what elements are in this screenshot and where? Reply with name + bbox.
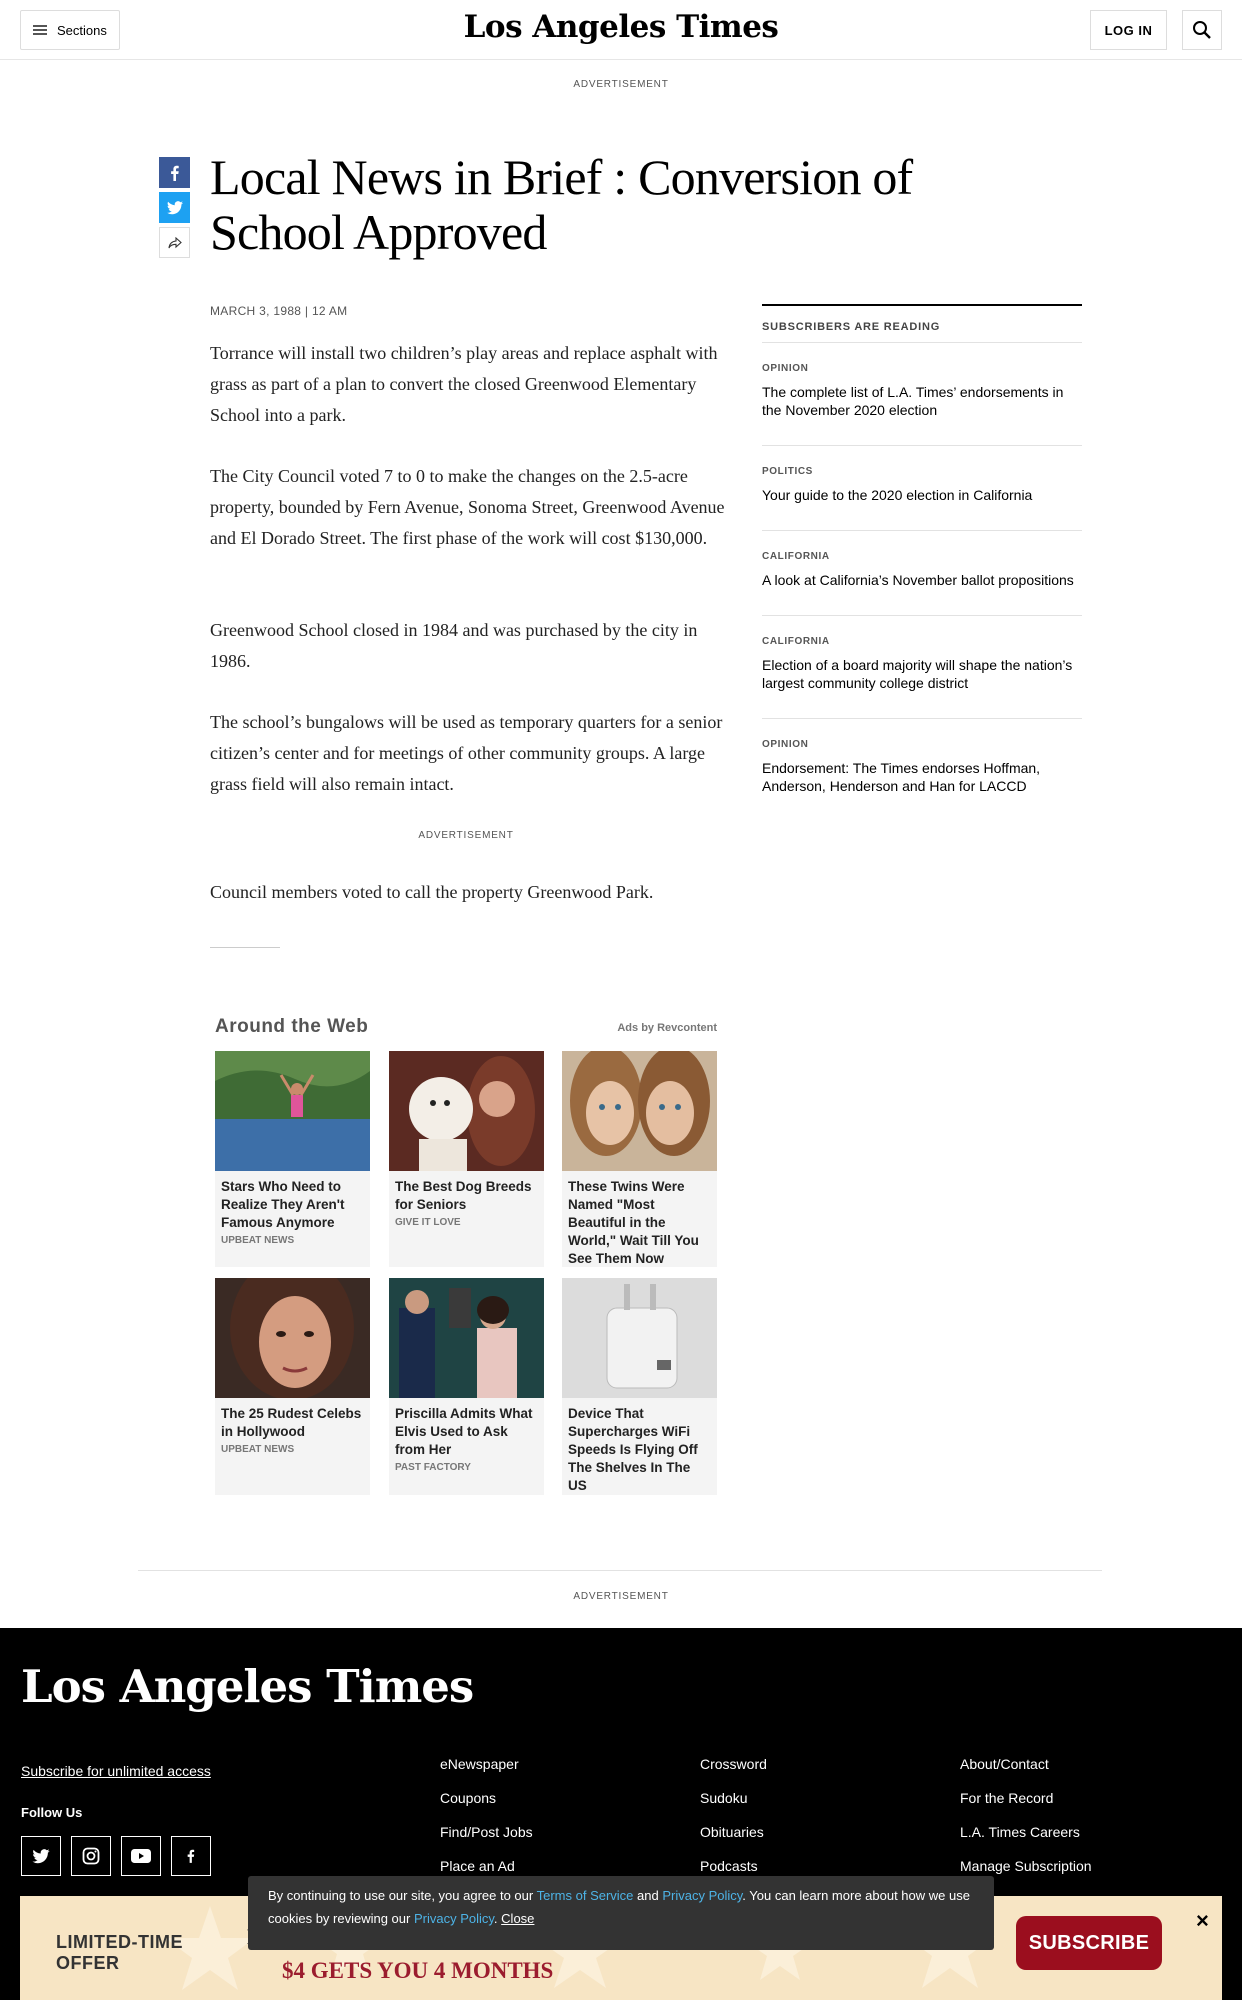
search-button[interactable] <box>1182 10 1222 50</box>
reading-item-section[interactable]: OPINION <box>762 739 809 750</box>
site-header <box>0 0 1242 60</box>
advertisement-label: ADVERTISEMENT <box>418 830 514 841</box>
reading-item[interactable] <box>762 343 1082 446</box>
card-title[interactable]: Stars Who Need to Realize They Aren't Famous Anymore <box>221 1179 345 1230</box>
section-divider <box>138 1570 1102 1571</box>
sponsored-card[interactable] <box>215 1278 370 1495</box>
cookie-consent-banner <box>248 1876 994 1950</box>
follow-us-label: Follow Us <box>21 1805 83 1820</box>
subscribe-link[interactable]: Subscribe for unlimited access <box>21 1763 211 1779</box>
reading-item-section[interactable]: CALIFORNIA <box>762 636 830 647</box>
card-image[interactable] <box>389 1278 544 1398</box>
footer-link[interactable]: Find/Post Jobs <box>440 1824 533 1840</box>
youtube-icon <box>131 1849 151 1863</box>
cookie-text: and <box>633 1888 663 1903</box>
sections-button[interactable] <box>20 10 120 50</box>
footer-link[interactable]: Podcasts <box>700 1858 758 1874</box>
reading-item[interactable] <box>762 531 1082 616</box>
article-end-divider <box>210 947 280 948</box>
card-image[interactable] <box>215 1278 370 1398</box>
facebook-social-button[interactable] <box>171 1836 211 1876</box>
facebook-share-button[interactable] <box>159 157 190 188</box>
article-paragraph: Torrance will install two children’s play areas and replace asphalt with grass as part of a plan to convert the closed Greenwood Elementary School into a park. <box>210 343 718 425</box>
card-image[interactable] <box>562 1051 717 1171</box>
cookie-text: . You can learn more about how we use cookies by reviewing our <box>268 1888 970 1926</box>
twitter-icon <box>167 201 183 215</box>
footer-link[interactable]: Obituaries <box>700 1824 764 1840</box>
card-image[interactable] <box>215 1051 370 1171</box>
card-title[interactable]: Device That Supercharges WiFi Speeds Is Flying Off The Shelves In The US <box>568 1406 698 1493</box>
cookie-text: . <box>493 1911 498 1926</box>
card-title[interactable]: These Twins Were Named "Most Beautiful in the World," Wait Till You See Them Now <box>568 1179 699 1266</box>
panel-title: SUBSCRIBERS ARE READING <box>762 306 1082 343</box>
card-title[interactable]: The Best Dog Breeds for Seniors <box>395 1179 532 1212</box>
share-arrow-icon <box>168 237 182 249</box>
reading-item[interactable] <box>762 616 1082 719</box>
reading-item-section[interactable]: CALIFORNIA <box>762 551 830 562</box>
instagram-icon <box>82 1847 100 1865</box>
footer-logo[interactable]: Los Angeles Times <box>21 1660 474 1713</box>
sponsored-card[interactable] <box>562 1278 717 1495</box>
card-image[interactable] <box>562 1278 717 1398</box>
search-icon <box>1192 20 1212 40</box>
offer-line-1: LIMITED-TIME <box>56 1932 183 1952</box>
subscribe-button[interactable]: SUBSCRIBE <box>1016 1916 1162 1970</box>
privacy-policy-link[interactable]: Privacy Policy <box>662 1888 743 1903</box>
sponsored-card[interactable] <box>215 1051 370 1267</box>
reading-item[interactable] <box>762 446 1082 531</box>
ads-by-revcontent[interactable]: Ads by Revcontent <box>617 1022 717 1034</box>
footer-link[interactable]: L.A. Times Careers <box>960 1824 1080 1840</box>
sponsored-card[interactable] <box>389 1051 544 1267</box>
instagram-social-button[interactable] <box>71 1836 111 1876</box>
reading-item[interactable] <box>762 719 1082 821</box>
close-icon[interactable]: × <box>1196 1908 1209 1933</box>
card-title[interactable]: Priscilla Admits What Elvis Used to Ask from Her <box>395 1406 533 1457</box>
article-paragraph: The City Council voted 7 to 0 to make the changes on the 2.5-acre property, bounded by Fern Avenue, Sonoma Street, Greenwood Avenue and El Dorado Street. The first phase of the work will cost $130,000. <box>210 466 725 548</box>
promo-offer-price: $4 GETS YOU 4 MONTHS <box>282 1958 554 1983</box>
more-share-button[interactable] <box>159 227 190 258</box>
facebook-icon <box>168 165 182 181</box>
sponsored-card[interactable] <box>389 1278 544 1495</box>
article-headline: Local News in Brief : Conversion of School Approved <box>210 149 913 260</box>
reading-item-title[interactable]: A look at California’s November ballot propositions <box>762 572 1074 588</box>
reading-item-section[interactable]: POLITICS <box>762 466 813 477</box>
cookie-close-link[interactable]: Close <box>501 1911 535 1926</box>
footer-link[interactable]: eNewspaper <box>440 1756 519 1772</box>
sections-label: Sections <box>57 22 107 38</box>
terms-of-service-link[interactable]: Terms of Service <box>536 1888 634 1903</box>
twitter-social-button[interactable] <box>21 1836 61 1876</box>
reading-item-section[interactable]: OPINION <box>762 363 809 374</box>
twitter-icon <box>32 1849 50 1864</box>
footer-link[interactable]: About/Contact <box>960 1756 1049 1772</box>
footer-link[interactable]: Sudoku <box>700 1790 748 1806</box>
hamburger-icon <box>33 25 47 35</box>
reading-item-title[interactable]: The complete list of L.A. Times’ endorsements in the November 2020 election <box>762 384 1064 418</box>
facebook-icon <box>185 1847 197 1865</box>
cookie-text: By continuing to use our site, you agree to our <box>268 1888 537 1903</box>
login-button[interactable]: LOG IN <box>1090 10 1167 50</box>
footer-link[interactable]: Manage Subscription <box>960 1858 1092 1874</box>
site-logo[interactable]: Los Angeles Times <box>463 9 779 45</box>
privacy-policy-link[interactable]: Privacy Policy <box>413 1911 494 1926</box>
card-title[interactable]: The 25 Rudest Celebs in Hollywood <box>221 1406 362 1439</box>
card-source: UPBEAT NEWS <box>221 1235 295 1246</box>
article-paragraph: Council members voted to call the property Greenwood Park. <box>210 882 654 902</box>
footer-link[interactable]: For the Record <box>960 1790 1054 1806</box>
advertisement-label: ADVERTISEMENT <box>573 79 669 90</box>
twitter-share-button[interactable] <box>159 192 190 223</box>
reading-item-title[interactable]: Your guide to the 2020 election in California <box>762 487 1033 503</box>
article-paragraph: Greenwood School closed in 1984 and was purchased by the city in 1986. <box>210 620 698 671</box>
footer-link[interactable]: Crossword <box>700 1756 767 1772</box>
article-paragraph: The school’s bungalows will be used as temporary quarters for a senior citizen’s center and for meetings of other community groups. A large grass field will also remain intact. <box>210 712 723 794</box>
reading-item-title[interactable]: Election of a board majority will shape the nation’s largest community college district <box>762 657 1073 691</box>
subscribers-reading-panel <box>762 304 1082 821</box>
reading-item-title[interactable]: Endorsement: The Times endorses Hoffman, Anderson, Henderson and Han for LACCD <box>762 760 1041 794</box>
youtube-social-button[interactable] <box>121 1836 161 1876</box>
footer-link[interactable]: Place an Ad <box>440 1858 515 1874</box>
offer-line-2: OFFER <box>56 1953 120 1973</box>
around-the-web-title: Around the Web <box>215 1016 369 1037</box>
card-source: PAST FACTORY <box>395 1462 471 1473</box>
article-dateline: MARCH 3, 1988 | 12 AM <box>210 304 348 318</box>
limited-time-offer <box>56 1932 183 1974</box>
card-source: GIVE IT LOVE <box>395 1217 461 1228</box>
sponsored-card[interactable] <box>562 1051 717 1267</box>
card-image[interactable] <box>389 1051 544 1171</box>
card-source: UPBEAT NEWS <box>221 1444 295 1455</box>
footer-link[interactable]: Coupons <box>440 1790 497 1806</box>
advertisement-label: ADVERTISEMENT <box>573 1591 669 1602</box>
